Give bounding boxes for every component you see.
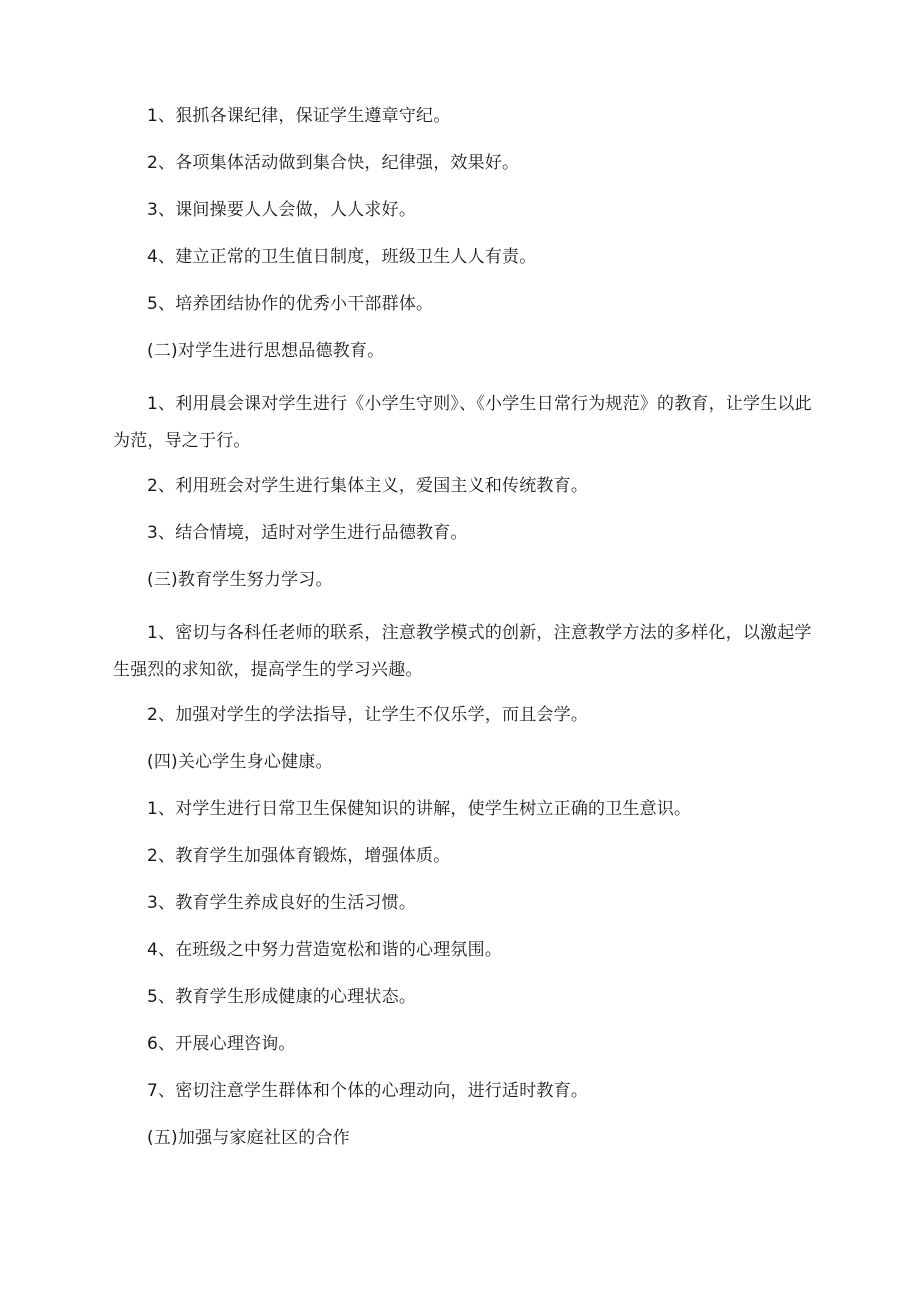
paragraph: 5、教育学生形成健康的心理状态。	[147, 987, 417, 1007]
section-heading: (三)教育学生努力学习。	[147, 570, 333, 590]
paragraph: 1、密切与各科任老师的联系，注意教学模式的创新，注意教学方法的多样化，以激起学生强烈的求知欲，提高学生的学习兴趣。	[113, 623, 812, 680]
paragraph: 2、教育学生加强体育锻炼，增强体质。	[147, 846, 451, 866]
paragraph: 2、各项集体活动做到集合快，纪律强，效果好。	[147, 153, 520, 173]
paragraph: 1、对学生进行日常卫生保健知识的讲解，使学生树立正确的卫生意识。	[147, 799, 692, 819]
paragraph: 3、结合情境，适时对学生进行品德教育。	[147, 523, 468, 543]
paragraph: 2、加强对学生的学法指导，让学生不仅乐学，而且会学。	[147, 705, 589, 725]
document-body	[113, 104, 813, 1173]
paragraph: 7、密切注意学生群体和个体的心理动向，进行适时教育。	[147, 1081, 589, 1101]
paragraph: 4、在班级之中努力营造宽松和谐的心理氛围。	[147, 940, 503, 960]
paragraph: 5、培养团结协作的优秀小干部群体。	[147, 294, 434, 314]
paragraph: 1、利用晨会课对学生进行《小学生守则》、《小学生日常行为规范》的教育，让学生以此为范，导之于行。	[113, 394, 812, 451]
paragraph: 3、课间操要人人会做，人人求好。	[147, 200, 417, 220]
section-heading: (二)对学生进行思想品德教育。	[147, 341, 385, 361]
paragraph: 3、教育学生养成良好的生活习惯。	[147, 893, 417, 913]
section-heading: (五)加强与家庭社区的合作	[147, 1128, 350, 1148]
paragraph: 4、建立正常的卫生值日制度，班级卫生人人有责。	[147, 247, 537, 267]
paragraph: 6、开展心理咨询。	[147, 1034, 296, 1054]
section-heading: (四)关心学生身心健康。	[147, 752, 333, 772]
paragraph: 2、利用班会对学生进行集体主义，爱国主义和传统教育。	[147, 476, 589, 496]
paragraph: 1、狠抓各课纪律，保证学生遵章守纪。	[147, 106, 451, 126]
